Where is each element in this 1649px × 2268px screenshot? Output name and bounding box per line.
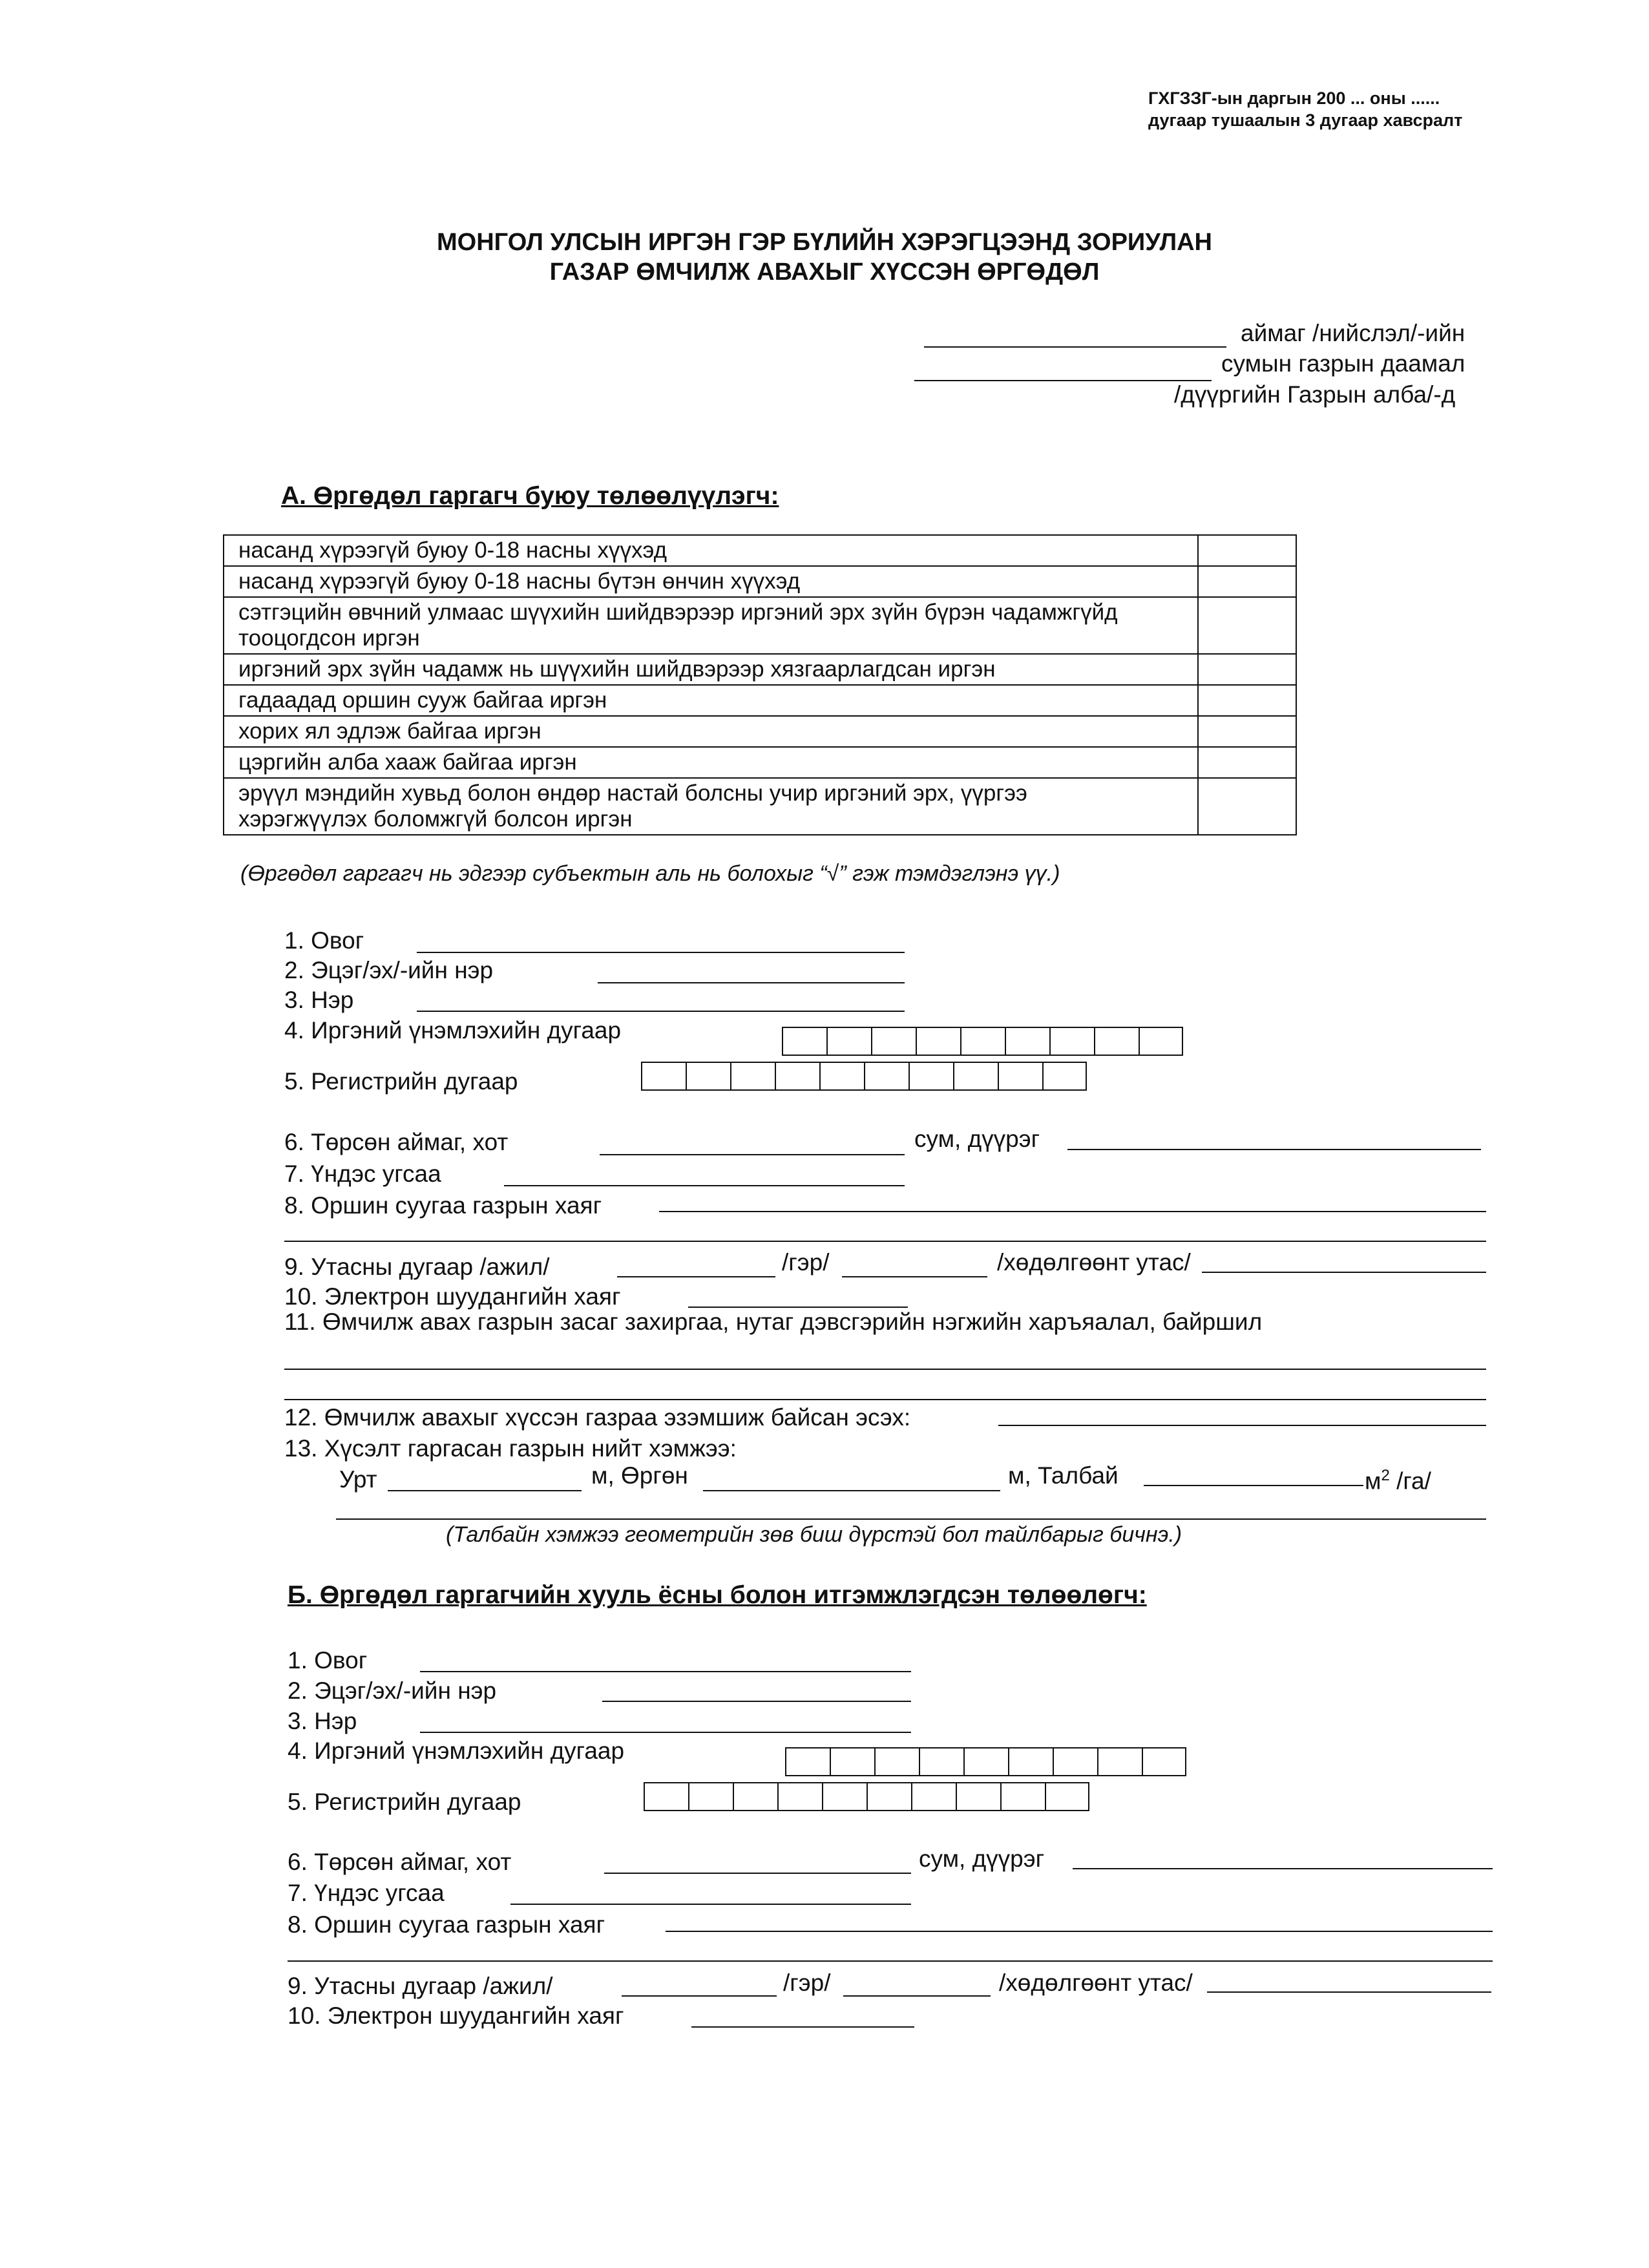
addressee-line-2: сумын газрын даамал: [1221, 350, 1465, 377]
section-a-title: А. Өргөдөл гаргагч буюу төлөөлүүлэгч:: [281, 482, 779, 510]
a-name-label: 3. Нэр: [284, 987, 354, 1013]
section-b-title: Б. Өргөдөл гаргагчийн хууль ёсны болон итгэмжлэгдсэн төлөөлөгч:: [288, 1581, 1147, 1609]
category-note: (Өргөдөл гаргагч нь эдгээр субъектын аль нь болохыг “√” гэж тэмдэглэнэ үү.): [240, 861, 1060, 886]
category-label: насанд хүрээгүй буюу 0-18 насны бүтэн өнчин хүүхэд: [224, 566, 1198, 597]
category-checkbox[interactable]: [1198, 716, 1296, 747]
sum-blank[interactable]: [914, 380, 1212, 381]
category-row: [224, 535, 1296, 566]
category-row: [224, 654, 1296, 685]
category-row: [224, 716, 1296, 747]
b-name-field[interactable]: [420, 1732, 911, 1733]
document-title-line-1: МОНГОЛ УЛСЫН ИРГЭН ГЭР БҮЛИЙН ХЭРЭГЦЭЭНД ЗОРИУЛАН: [437, 229, 1212, 256]
a-surname-field[interactable]: [417, 952, 905, 953]
b-phone-home-label: /гэр/: [783, 1969, 831, 1996]
a-birth-sum-label: сум, дүүрэг: [914, 1126, 1040, 1152]
a-area-size-label: 13. Хүсэлт гаргасан газрын нийт хэмжээ:: [284, 1435, 737, 1462]
a-parent-name-field[interactable]: [598, 982, 905, 983]
b-email-field[interactable]: [691, 2026, 914, 2028]
category-label: цэргийн алба хааж байгаа иргэн: [224, 747, 1198, 778]
b-register-boxes[interactable]: [644, 1782, 1089, 1811]
length-field[interactable]: [388, 1490, 582, 1491]
document-title-line-2: ГАЗАР ӨМЧИЛЖ АВАХЫГ ХҮССЭН ӨРГӨДӨЛ: [549, 258, 1100, 286]
b-ethnicity-label: 7. Үндэс угсаа: [288, 1880, 445, 1906]
a-register-label: 5. Регистрийн дугаар: [284, 1068, 518, 1095]
b-address-field-2[interactable]: [288, 1960, 1493, 1962]
category-row: [224, 747, 1296, 778]
a-name-field[interactable]: [417, 1011, 905, 1012]
a-parent-name-label: 2. Эцэг/эх/-ийн нэр: [284, 957, 494, 983]
category-label: хорих ял эдлэж байгаа иргэн: [224, 716, 1198, 747]
applicant-category-table: [223, 534, 1297, 835]
a-address-label: 8. Оршин суугаа газрын хаяг: [284, 1192, 602, 1219]
area-shape-note: (Талбайн хэмжээ геометрийн зөв биш дүрстэй бол тайлбарыг бичнэ.): [446, 1522, 1182, 1547]
b-phone-work-field[interactable]: [622, 1995, 777, 1997]
b-address-field[interactable]: [666, 1931, 1493, 1932]
b-birth-sum-field[interactable]: [1073, 1868, 1493, 1869]
b-register-label: 5. Регистрийн дугаар: [288, 1789, 521, 1815]
a-email-label: 10. Электрон шуудангийн хаяг: [284, 1283, 621, 1310]
a-birth-aimag-field[interactable]: [600, 1154, 905, 1155]
a-phone-work-field[interactable]: [617, 1276, 775, 1277]
category-checkbox[interactable]: [1198, 535, 1296, 566]
b-address-label: 8. Оршин суугаа газрын хаяг: [288, 1911, 605, 1938]
b-ethnicity-field[interactable]: [510, 1904, 911, 1905]
a-owned-before-label: 12. Өмчилж авахыг хүссэн газраа эзэмшиж байсан эсэх:: [284, 1404, 911, 1431]
category-checkbox[interactable]: [1198, 566, 1296, 597]
b-surname-field[interactable]: [420, 1671, 911, 1672]
a-address-field-2[interactable]: [284, 1241, 1486, 1242]
a-id-card-boxes[interactable]: [782, 1027, 1183, 1056]
width-label: м, Өргөн: [591, 1462, 688, 1489]
area-unit: $м^2$ /га/: [1365, 1467, 1431, 1495]
category-checkbox[interactable]: [1198, 747, 1296, 778]
a-phone-work-label: 9. Утасны дугаар /ажил/: [284, 1254, 550, 1280]
category-label: эрүүл мэндийн хувьд болон өндөр настай болсны учир иргэний эрх, үүргээ хэрэгжүүлэх боломжгүй болсон иргэн: [224, 778, 1198, 835]
a-ethnicity-field[interactable]: [504, 1185, 905, 1186]
b-birth-aimag-label: 6. Төрсөн аймаг, хот: [288, 1849, 512, 1875]
b-parent-name-label: 2. Эцэг/эх/-ийн нэр: [288, 1677, 497, 1704]
category-checkbox[interactable]: [1198, 778, 1296, 835]
category-checkbox[interactable]: [1198, 685, 1296, 716]
annex-line-2: дугаар тушаалын 3 дугаар хавсралт: [1148, 110, 1463, 130]
b-email-label: 10. Электрон шуудангийн хаяг: [288, 2002, 624, 2029]
b-id-card-label: 4. Иргэний үнэмлэхийн дугаар: [288, 1738, 625, 1764]
annex-line-1: ГХГЗЗГ-ын даргын 200 ... оны ......: [1148, 89, 1440, 108]
a-surname-label: 1. Овог: [284, 927, 364, 954]
b-birth-aimag-field[interactable]: [604, 1873, 911, 1874]
length-label: Урт: [339, 1466, 377, 1493]
category-label: насанд хүрээгүй буюу 0-18 насны хүүхэд: [224, 535, 1198, 566]
b-parent-name-field[interactable]: [602, 1701, 911, 1702]
b-id-card-boxes[interactable]: [785, 1747, 1186, 1776]
a-birth-sum-field[interactable]: [1067, 1149, 1481, 1150]
category-label: сэтгэцийн өвчний улмаас шүүхийн шийдвэрээр иргэний эрх зүйн бүрэн чадамжгүйд тооцогдсон иргэн: [224, 597, 1198, 654]
b-birth-sum-label: сум, дүүрэг: [919, 1845, 1045, 1872]
category-row: [224, 566, 1296, 597]
a-birth-aimag-label: 6. Төрсөн аймаг, хот: [284, 1129, 509, 1155]
category-row: [224, 685, 1296, 716]
b-name-label: 3. Нэр: [288, 1708, 357, 1734]
width-field[interactable]: [703, 1490, 1000, 1491]
a-register-boxes[interactable]: [641, 1062, 1087, 1091]
b-surname-label: 1. Овог: [288, 1647, 368, 1674]
addressee-line-3: /дүүргийн Газрын алба/-д: [1174, 381, 1456, 408]
area-label: м, Талбай: [1008, 1462, 1119, 1489]
a-location-field[interactable]: [284, 1369, 1486, 1370]
a-ethnicity-label: 7. Үндэс угсаа: [284, 1160, 441, 1187]
category-label: гадаадад оршин сууж байгаа иргэн: [224, 685, 1198, 716]
a-location-field-2[interactable]: [284, 1399, 1486, 1400]
a-location-label: 11. Өмчилж авах газрын засаг захиргаа, нутаг дэвсгэрийн нэгжийн харъяалал, байршил: [284, 1308, 1263, 1335]
b-phone-mobile-label: /хөдөлгөөнт утас/: [999, 1969, 1193, 1996]
a-owned-before-field[interactable]: [998, 1425, 1486, 1426]
addressee-line-1: аймаг /нийслэл/-ийн: [1241, 320, 1465, 346]
category-checkbox[interactable]: [1198, 597, 1296, 654]
a-phone-home-label: /гэр/: [782, 1249, 830, 1276]
aimag-blank[interactable]: [924, 346, 1226, 348]
a-phone-mobile-label: /хөдөлгөөнт утас/: [997, 1249, 1191, 1276]
b-phone-mobile-field[interactable]: [1207, 1991, 1491, 1993]
a-address-field[interactable]: [659, 1211, 1486, 1212]
area-field[interactable]: [1144, 1485, 1363, 1486]
area-extra-field[interactable]: [336, 1518, 1486, 1520]
category-checkbox[interactable]: [1198, 654, 1296, 685]
category-row: [224, 597, 1296, 654]
a-id-card-label: 4. Иргэний үнэмлэхийн дугаар: [284, 1017, 622, 1044]
b-phone-home-field[interactable]: [843, 1995, 991, 1997]
b-phone-work-label: 9. Утасны дугаар /ажил/: [288, 1973, 553, 1999]
a-phone-mobile-field[interactable]: [1202, 1272, 1486, 1273]
a-phone-home-field[interactable]: [842, 1276, 987, 1277]
category-label: иргэний эрх зүйн чадамж нь шүүхийн шийдвэрээр хязгаарлагдсан иргэн: [224, 654, 1198, 685]
category-row: [224, 778, 1296, 835]
